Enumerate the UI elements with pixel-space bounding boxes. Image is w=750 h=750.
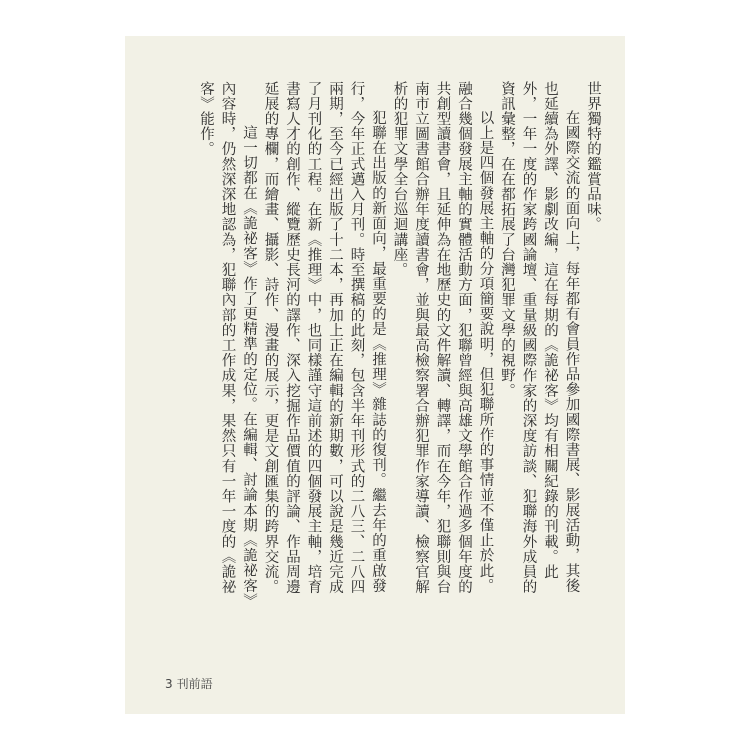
paragraph-development-axes: 以上是四個發展主軸的分項簡要說明，但犯聯所作的事情並不僅止於此。融合幾個發展主軸的實體活動方面，犯聯曾經與高雄文學館合作過多個年度的共創型讀書會，且延伸為在地歷史的文件解讀、轉譯，而在今年，犯聯則與台南市立圖書館合辦年度讀書會，並與最高檢察署合辦犯罪作家導讀、檢察官解析的犯罪文學全台巡迴講座。: [391, 81, 494, 595]
paragraph-publishing: 犯聯在出版的新面向，最重要的是《推理》雜誌的復刊。繼去年的重啟發行，今年正式邁入月刊。時至撰稿的此刻，包含半年刊形式的二八三、二八四兩期，至今已經出版了十二本，再加上正在編輯的新期數，可以說是幾近完成了月刊化的工程。在新《推理》中，也同樣謹守這前述的四個發展主軸，培育書寫人才的創作、縱覽歷史長河的譯作、深入挖掘作品價值的評論、作品周邊延展的專欄，而繪畫、攝影、詩作、漫畫的展示，更是文創匯集的跨界交流。: [262, 81, 386, 595]
page-number: 3: [165, 677, 173, 691]
section-title: 刊前語: [176, 677, 213, 691]
page-footer: [165, 675, 213, 692]
paragraph-international-exchange: 在國際交流的面向上，每年都有會員作品參加國際書展、影展活動，其後也延續為外譯、影劇改編，這在每期的《詭祕客》均有相關紀錄的刊載。此外，一年一度的作家跨國論壇、重量級國際作家的深度訪談、犯聯海外成員的資訊彙整，在在都拓展了台灣犯罪文學的視野。: [499, 81, 580, 595]
paragraph-continuation: 世界獨特的鑑賞品味。: [585, 81, 601, 232]
paragraph-conclusion: 這一切都在《詭祕客》作了更精準的定位。在編輯、討論本期《詭祕客》內容時，仍然深深地認為，犯聯內部的工作成果，果然只有一年一度的《詭祕客》能作。: [198, 81, 257, 601]
vertical-text-body: [195, 81, 604, 601]
book-page: [125, 36, 625, 714]
